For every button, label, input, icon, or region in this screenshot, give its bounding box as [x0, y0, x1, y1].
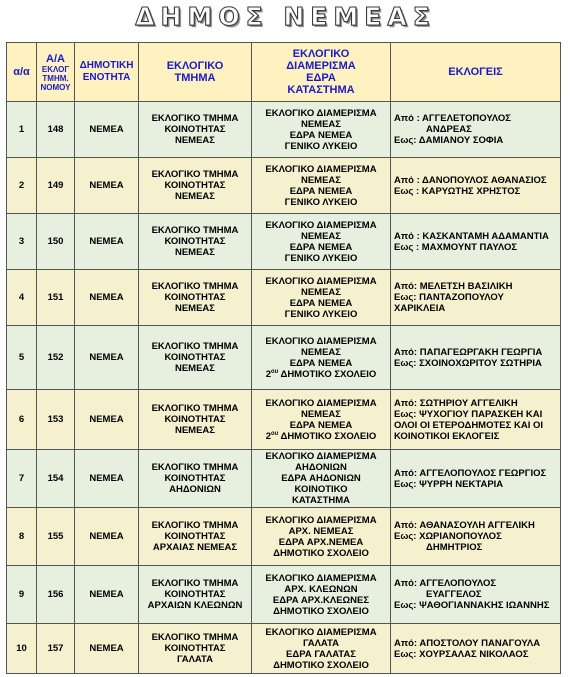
cell-aa [7, 390, 37, 450]
cell-tmima-line: ΕΚΛΟΓΙΚΟ ΤΜΗΜΑ [151, 632, 239, 643]
header-enotita-line-1: ΔΗΜΟΤΙΚΗ [79, 60, 134, 71]
cell-tmima [139, 326, 252, 390]
cell-aa [7, 102, 37, 158]
cell-enotita-value: ΝΕΜΕΑ [89, 414, 124, 425]
cell-ekloges [391, 326, 561, 390]
cell-ekloges-line: Εως: ΨΥΧΟΓΙΟΥ ΠΑΡΑΣΚΕΗ ΚΑΙ [394, 408, 543, 420]
cell-aa-value: 7 [18, 473, 25, 484]
header-aa-eklog-line-4: ΝΟΜΟΥ [40, 82, 71, 92]
cell-diam-line: ΑΡΧ. ΚΛΕΩΝΩΝ [284, 583, 358, 595]
cell-ekloges [391, 508, 561, 566]
cell-enotita [75, 158, 139, 214]
header-diamerisma [252, 43, 391, 102]
cell-ekloges-line: Εως: ΣΧΟΙΝΟΧΩΡΙΤΟΥ ΣΩΤΗΡΙΑ [394, 357, 542, 369]
cell-ekloges-line: Από: ΠΑΠΑΓΕΩΡΓΑΚΗ ΓΕΩΡΓΙΑ [394, 346, 543, 358]
cell-ekloges-line: Από: ΑΓΓΕΛΟΠΟΥΛΟΣ ΓΕΩΡΓΙΟΣ [394, 467, 547, 479]
cell-tmima [139, 158, 252, 214]
header-aa-eklog-line-1: Α/Α [46, 52, 65, 65]
cell-nomos-number [37, 450, 75, 508]
cell-diam-line: ΕΚΛΟΓΙΚΟ ΔΙΑΜΕΡΙΣΜΑ [265, 572, 377, 584]
cell-enotita-value: ΝΕΜΕΑ [89, 589, 124, 600]
cell-diam-line: ΕΔΡΑ ΝΕΜΕΑ [289, 357, 353, 369]
cell-aa-value: 2 [18, 180, 25, 191]
cell-diam-line: ΓΕΝΙΚΟ ΛΥΚΕΙΟ [284, 308, 358, 320]
cell-diam-line: ΕΔΡΑ ΝΕΜΕΑ [289, 419, 353, 431]
cell-tmima [139, 508, 252, 566]
cell-tmima-line: ΝΕΜΕΑΣ [174, 303, 215, 314]
cell-ekloges-line: ΑΝΔΡΕΑΣ [426, 124, 472, 135]
header-diam-line-3: ΕΔΡΑ [306, 72, 336, 84]
cell-aa [7, 326, 37, 390]
header-diam-line-1: ΕΚΛΟΓΙΚΟ [292, 48, 350, 60]
cell-diam-line: ΝΕΜΕΑΣ [300, 408, 341, 420]
cell-diam-line: ΔΗΜΟΤΙΚΟ ΣΧΟΛΕΙΟ [273, 605, 369, 617]
cell-ekloges-line: Από: ΜΕΛΕΤΣΗ ΒΑΣΙΛΙΚΗ [394, 281, 513, 292]
table-row [7, 270, 561, 326]
cell-ekloges-line: Από: ΑΠΟΣΤΟΛΟΥ ΠΑΝΑΓΟΥΛΑ [394, 637, 541, 649]
cell-diam-line: ΓΑΛΑΤΑ [303, 637, 339, 649]
cell-tmima-line: ΝΕΜΕΑΣ [174, 247, 215, 258]
cell-tmima-line: ΚΟΙΝΟΤΗΤΑΣ [164, 292, 226, 303]
cell-aa-value: 1 [18, 124, 25, 135]
cell-ekloges-line: ΕΥΑΓΓΕΛΟΣ [426, 589, 482, 600]
cell-diam-line: ΚΑΤΑΣΤΗΜΑ [291, 495, 351, 506]
header-diam-line-2: ΔΙΑΜΕΡΙΣΜΑ [286, 60, 356, 72]
cell-tmima [139, 390, 252, 450]
header-tmima-line-1: ΕΚΛΟΓΙΚΟ [166, 60, 224, 72]
cell-enotita-value: ΝΕΜΕΑ [89, 352, 124, 363]
cell-diam-line: ΕΔΡΑ ΑΡΧ.ΝΕΜΕΑ [278, 536, 364, 548]
cell-enotita [75, 270, 139, 326]
header-tmima-line-2: ΤΜΗΜΑ [174, 72, 216, 84]
cell-diam-line: ΝΕΜΕΑΣ [300, 174, 341, 186]
cell-diam-line: ΔΗΜΟΤΙΚΟ ΣΧΟΛΕΙΟ [273, 547, 369, 559]
header-ekloges [391, 43, 561, 102]
cell-ekloges-line: ΚΟΙΝΟΤΙΚΟΙ ΕΚΛΟΓΕΙΣ [394, 430, 500, 442]
cell-ekloges-line: Εως: ΨΥΡΡΗ ΝΕΚΤΑΡΙΑ [394, 478, 504, 490]
header-tmima [139, 43, 252, 102]
cell-aa-value: 3 [18, 236, 25, 247]
cell-tmima-line: ΑΡΧΑΙΑΣ ΝΕΜΕΑΣ [152, 542, 238, 553]
page-title: ΔΗΜΟΣ ΝΕΜΕΑΣ [135, 2, 436, 31]
table-row [7, 158, 561, 214]
cell-enotita-value: ΝΕΜΕΑ [89, 292, 124, 303]
cell-diam-line: ΝΕΜΕΑΣ [300, 118, 341, 130]
cell-enotita-value: ΝΕΜΕΑ [89, 236, 124, 247]
cell-diamerisma [252, 566, 391, 624]
cell-nomos-value: 151 [47, 292, 64, 303]
cell-ekloges-line: Εως: ΧΩΡΙΑΝΟΠΟΥΛΟΣ [394, 531, 502, 542]
cell-diam-school-name: ΔΗΜΟΤΙΚΟ ΣΧΟΛΕΙΟ [278, 368, 377, 380]
cell-tmima-line: ΑΗΔΟΝΙΩΝ [169, 484, 221, 495]
cell-tmima-line: ΚΟΙΝΟΤΗΤΑΣ [164, 352, 226, 363]
cell-tmima-line: ΕΚΛΟΓΙΚΟ ΤΜΗΜΑ [151, 341, 239, 352]
cell-aa-value: 6 [18, 414, 25, 425]
cell-diam-school-ordinal: ου [271, 368, 279, 375]
cell-diamerisma [252, 390, 391, 450]
cell-enotita [75, 102, 139, 158]
cell-tmima-line: ΕΚΛΟΓΙΚΟ ΤΜΗΜΑ [151, 520, 239, 531]
cell-ekloges [391, 450, 561, 508]
cell-tmima-line: ΚΟΙΝΟΤΗΤΑΣ [164, 473, 226, 484]
cell-diamerisma [252, 508, 391, 566]
cell-nomos-value: 156 [47, 589, 64, 600]
cell-nomos-number [37, 390, 75, 450]
header-aa-eklog [37, 43, 75, 102]
cell-diam-line: ΝΕΜΕΑΣ [300, 286, 341, 298]
cell-diam-school-ordinal: ου [271, 430, 279, 437]
cell-diam-line: ΑΡΧ. ΝΕΜΕΑΣ [288, 525, 354, 537]
cell-tmima-line: ΚΟΙΝΟΤΗΤΑΣ [164, 124, 226, 135]
cell-tmima [139, 214, 252, 270]
cell-diam-line: ΕΔΡΑ ΑΡΧ.ΚΛΕΩΝΕΣ [272, 594, 370, 606]
table-row [7, 566, 561, 624]
cell-nomos-number [37, 326, 75, 390]
cell-nomos-number [37, 508, 75, 566]
cell-diamerisma [252, 214, 391, 270]
cell-ekloges-line: Εως: ΠΑΝΤΑΖΟΠΟΥΛΟΥ ΧΑΡΙΚΛΕΙΑ [394, 292, 504, 314]
cell-enotita [75, 214, 139, 270]
cell-ekloges-line: Από: ΑΓΓΕΛΟΠΟΥΛΟΣ [394, 578, 497, 589]
cell-diam-line: ΕΚΛΟΓΙΚΟ ΔΙΑΜΕΡΙΣΜΑ [265, 335, 377, 347]
cell-ekloges-line: Εως: ΔΑΜΙΑΝΟΥ ΣΟΦΙΑ [394, 135, 504, 146]
header-diam-line-4: ΚΑΤΑΣΤΗΜΑ [287, 84, 355, 96]
cell-tmima [139, 102, 252, 158]
cell-tmima-line: ΕΚΛΟΓΙΚΟ ΤΜΗΜΑ [151, 403, 239, 414]
cell-diamerisma [252, 624, 391, 674]
cell-enotita [75, 566, 139, 624]
cell-diam-line: ΕΚΛΟΓΙΚΟ ΔΙΑΜΕΡΙΣΜΑ [265, 219, 377, 231]
cell-tmima [139, 270, 252, 326]
cell-tmima [139, 450, 252, 508]
cell-enotita [75, 508, 139, 566]
cell-diam-line: ΑΗΔΟΝΙΩΝ [295, 462, 347, 473]
cell-diam-line: ΕΔΡΑ ΓΑΛΑΤΑΣ [286, 648, 356, 660]
cell-ekloges [391, 214, 561, 270]
cell-diam-line: ΓΕΝΙΚΟ ΛΥΚΕΙΟ [284, 196, 358, 208]
cell-diamerisma [252, 102, 391, 158]
header-ekloges-label: ΕΚΛΟΓΕΙΣ [448, 66, 503, 78]
cell-nomos-value: 154 [47, 473, 64, 484]
cell-tmima-line: ΕΚΛΟΓΙΚΟ ΤΜΗΜΑ [151, 113, 239, 124]
cell-tmima-line: ΕΚΛΟΓΙΚΟ ΤΜΗΜΑ [151, 462, 239, 473]
cell-tmima-line: ΓΑΛΑΤΑ [177, 654, 213, 665]
cell-diam-line: ΕΚΛΟΓΙΚΟ ΔΙΑΜΕΡΙΣΜΑ [265, 397, 377, 409]
cell-diam-line: ΕΚΛΟΓΙΚΟ ΔΙΑΜΕΡΙΣΜΑ [265, 107, 377, 119]
cell-diam-line: ΕΚΛΟΓΙΚΟ ΔΙΑΜΕΡΙΣΜΑ [265, 275, 377, 287]
table-row [7, 102, 561, 158]
table-row [7, 450, 561, 508]
cell-aa-value: 5 [18, 352, 25, 363]
cell-aa [7, 270, 37, 326]
cell-tmima-line: ΕΚΛΟΓΙΚΟ ΤΜΗΜΑ [151, 169, 239, 180]
cell-diam-line: ΝΕΜΕΑΣ [300, 346, 341, 358]
cell-enotita-value: ΝΕΜΕΑ [89, 531, 124, 542]
cell-nomos-number [37, 158, 75, 214]
cell-diam-school-number: 2 [265, 430, 272, 442]
cell-aa [7, 450, 37, 508]
cell-diam-school-number: 2 [265, 368, 272, 380]
cell-enotita-value: ΝΕΜΕΑ [89, 473, 124, 484]
cell-nomos-value: 155 [47, 531, 64, 542]
cell-diam-line: ΕΔΡΑ ΝΕΜΕΑ [289, 241, 353, 253]
cell-ekloges-line: ΟΛΟΙ ΟΙ ΕΤΕΡΟΔΗΜΟΤΕΣ ΚΑΙ ΟΙ [394, 419, 543, 431]
cell-tmima-line: ΚΟΙΝΟΤΗΤΑΣ [164, 236, 226, 247]
cell-diamerisma [252, 158, 391, 214]
cell-nomos-number [37, 214, 75, 270]
cell-enotita-value: ΝΕΜΕΑ [89, 643, 124, 654]
table-row [7, 390, 561, 450]
cell-aa-value: 4 [18, 292, 25, 303]
header-aa-eklog-line-2: ΕΚΛΟΓ [41, 64, 70, 74]
cell-diamerisma [252, 326, 391, 390]
cell-ekloges-line: Από: ΣΩΤΗΡΙΟΥ ΑΓΓΕΛΙΚΗ [394, 397, 518, 409]
cell-ekloges-line: Από : ΚΑΣΚΑΝΤΑΜΗ ΑΔΑΜΑΝΤΙΑ [394, 230, 549, 242]
cell-ekloges [391, 390, 561, 450]
cell-tmima-line: ΚΟΙΝΟΤΗΤΑΣ [164, 531, 226, 542]
cell-diam-line: ΕΔΡΑ ΑΗΔΟΝΙΩΝ [281, 473, 361, 484]
cell-aa [7, 158, 37, 214]
cell-ekloges-line: Από : ΑΓΓΕΛΕΤΟΠΟΥΛΟΣ [394, 113, 511, 124]
cell-diam-line: ΚΟΙΝΟΤΙΚΟ [294, 484, 348, 495]
cell-nomos-value: 157 [47, 643, 64, 654]
cell-nomos-number [37, 102, 75, 158]
cell-nomos-number [37, 624, 75, 674]
cell-nomos-value: 148 [47, 124, 64, 135]
cell-ekloges-line: Εως : ΚΑΡΥΩΤΗΣ ΧΡΗΣΤΟΣ [394, 185, 521, 197]
cell-ekloges-line: ΔΗΜΗΤΡΙΟΣ [426, 542, 483, 553]
cell-nomos-value: 150 [47, 236, 64, 247]
cell-nomos-value: 152 [47, 352, 64, 363]
cell-ekloges [391, 624, 561, 674]
cell-nomos-number [37, 566, 75, 624]
cell-diam-line: ΕΚΛΟΓΙΚΟ ΔΙΑΜΕΡΙΣΜΑ [265, 451, 377, 462]
header-enotita [75, 43, 139, 102]
cell-nomos-value: 153 [47, 414, 64, 425]
cell-ekloges [391, 158, 561, 214]
cell-ekloges [391, 566, 561, 624]
cell-diamerisma [252, 270, 391, 326]
cell-ekloges [391, 102, 561, 158]
cell-diam-line: ΕΔΡΑ ΝΕΜΕΑ [289, 297, 353, 309]
table-row [7, 508, 561, 566]
cell-ekloges-line: Εως: ΨΑΘΟΓΙΑΝΝΑΚΗΣ ΙΩΑΝΝΗΣ [394, 600, 550, 611]
cell-diam-line: ΝΕΜΕΑΣ [300, 230, 341, 242]
cell-diam-school-name: ΔΗΜΟΤΙΚΟ ΣΧΟΛΕΙΟ [278, 430, 377, 442]
cell-aa-value: 10 [16, 643, 27, 654]
cell-diam-school-line [252, 369, 390, 380]
cell-enotita [75, 450, 139, 508]
table-row [7, 214, 561, 270]
cell-tmima [139, 566, 252, 624]
cell-diam-line: ΕΚΛΟΓΙΚΟ ΔΙΑΜΕΡΙΣΜΑ [265, 514, 377, 526]
cell-ekloges-line: Εως : ΜΑΧΜΟΥΝΤ ΠΑΥΛΟΣ [394, 241, 518, 253]
cell-ekloges-line: Εως: ΧΟΥΡΣΑΛΑΣ ΝΙΚΟΛΑΟΣ [394, 648, 529, 660]
cell-ekloges-line: Από: ΑΘΑΝΑΣΟΥΛΗ ΑΓΓΕΛΙΚΗ [394, 520, 535, 531]
cell-tmima-line: ΚΟΙΝΟΤΗΤΑΣ [164, 414, 226, 425]
cell-tmima-line: ΚΟΙΝΟΤΗΤΑΣ [164, 180, 226, 191]
cell-nomos-value: 149 [47, 180, 64, 191]
cell-enotita [75, 326, 139, 390]
cell-diam-line: ΓΕΝΙΚΟ ΛΥΚΕΙΟ [284, 252, 358, 264]
cell-diam-line: ΕΚΛΟΓΙΚΟ ΔΙΑΜΕΡΙΣΜΑ [265, 626, 377, 638]
cell-diamerisma [252, 450, 391, 508]
cell-diam-line: ΕΚΛΟΓΙΚΟ ΔΙΑΜΕΡΙΣΜΑ [265, 163, 377, 175]
cell-tmima-line: ΚΟΙΝΟΤΗΤΑΣ [164, 589, 226, 600]
cell-diam-line: ΕΔΡΑ ΝΕΜΕΑ [289, 129, 353, 141]
cell-tmima-line: ΑΡΧΑΙΩΝ ΚΛΕΩΝΩΝ [147, 600, 243, 611]
cell-tmima-line: ΝΕΜΕΑΣ [174, 135, 215, 146]
cell-aa [7, 508, 37, 566]
cell-tmima-line: ΝΕΜΕΑΣ [174, 191, 215, 202]
header-aa [7, 43, 37, 102]
header-aa-label: α/α [13, 66, 30, 78]
table-row [7, 326, 561, 390]
cell-diam-line: ΕΔΡΑ ΝΕΜΕΑ [289, 185, 353, 197]
cell-ekloges-line: Από : ΔΑΝΟΠΟΥΛΟΣ ΑΘΑΝΑΣΙΟΣ [394, 174, 547, 186]
election-sections-table [6, 42, 561, 674]
cell-aa-value: 9 [18, 589, 25, 600]
cell-tmima-line: ΚΟΙΝΟΤΗΤΑΣ [164, 643, 226, 654]
cell-tmima [139, 624, 252, 674]
cell-tmima-line: ΕΚΛΟΓΙΚΟ ΤΜΗΜΑ [151, 281, 239, 292]
cell-aa [7, 624, 37, 674]
table-header-row [7, 43, 561, 102]
header-aa-eklog-line-3: ΤΜΗΜ. [42, 73, 69, 83]
cell-ekloges [391, 270, 561, 326]
cell-nomos-number [37, 270, 75, 326]
cell-enotita-value: ΝΕΜΕΑ [89, 124, 124, 135]
table-row [7, 624, 561, 674]
table-body [7, 102, 561, 674]
cell-enotita-value: ΝΕΜΕΑ [89, 180, 124, 191]
cell-tmima-line: ΕΚΛΟΓΙΚΟ ΤΜΗΜΑ [151, 225, 239, 236]
cell-enotita [75, 390, 139, 450]
cell-tmima-line: ΕΚΛΟΓΙΚΟ ΤΜΗΜΑ [151, 578, 239, 589]
cell-enotita [75, 624, 139, 674]
cell-aa-value: 8 [18, 531, 25, 542]
cell-aa [7, 214, 37, 270]
header-enotita-line-2: ΕΝΟΤΗΤΑ [82, 72, 131, 83]
cell-diam-line: ΔΗΜΟΤΙΚΟ ΣΧΟΛΕΙΟ [273, 659, 369, 671]
cell-tmima-line: ΝΕΜΕΑΣ [174, 425, 215, 436]
cell-tmima-line: ΝΕΜΕΑΣ [174, 363, 215, 374]
cell-diam-school-line [252, 431, 390, 442]
cell-aa [7, 566, 37, 624]
cell-diam-line: ΓΕΝΙΚΟ ΛΥΚΕΙΟ [284, 140, 358, 152]
